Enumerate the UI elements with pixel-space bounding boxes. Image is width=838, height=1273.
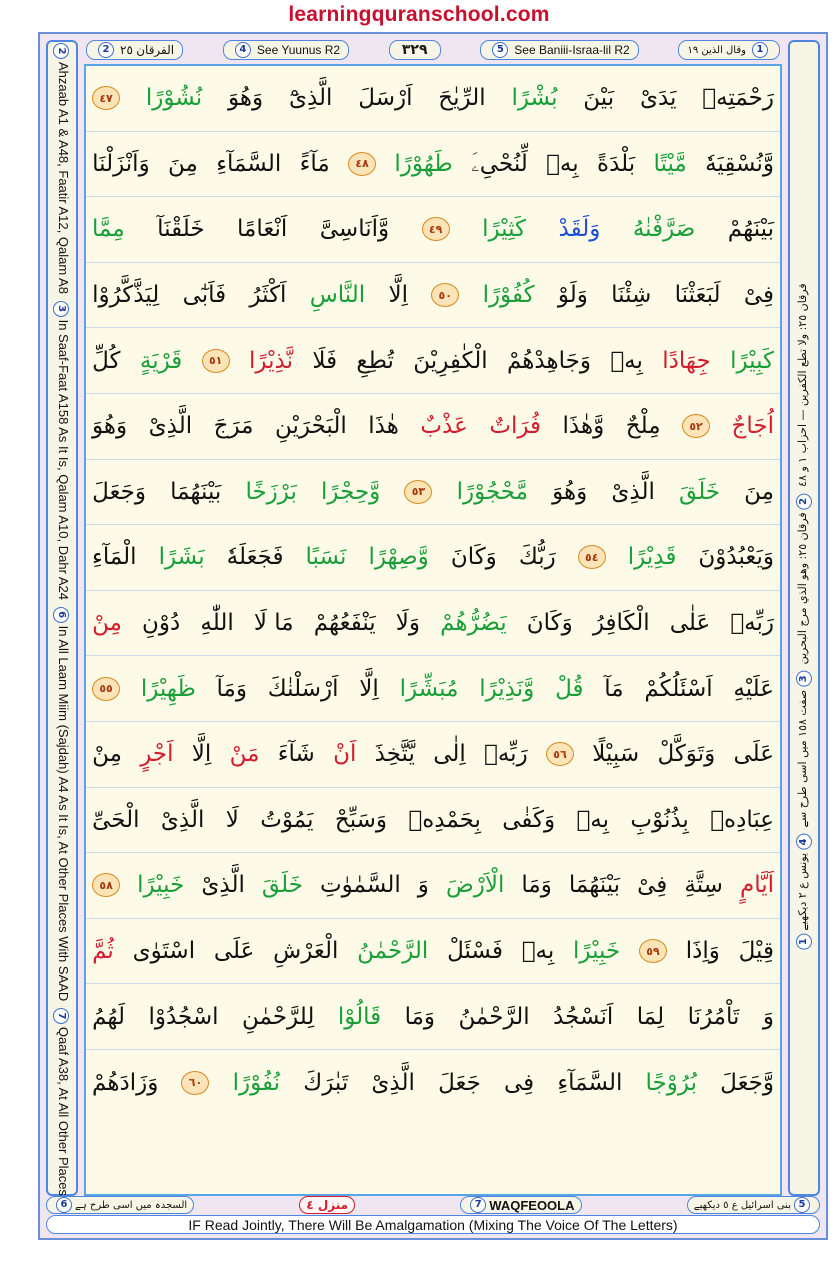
note-number-badge: 6 bbox=[53, 607, 69, 623]
quran-word: بَرْزَخًا bbox=[245, 478, 297, 505]
quran-word: بَيْنَهُمَا bbox=[170, 478, 222, 505]
quran-word: فِىْ bbox=[743, 282, 774, 309]
quran-word: بِهٖ bbox=[576, 806, 610, 833]
see-reference-left bbox=[223, 40, 349, 60]
ayah-number-marker: ٤٨ bbox=[348, 152, 376, 176]
quran-word: مَّحْجُوْرًا bbox=[456, 478, 528, 505]
quran-word: وَّهٰذَا bbox=[562, 413, 605, 440]
ayah-number-marker: ٤٧ bbox=[92, 86, 120, 110]
note-number-badge: 2 bbox=[53, 43, 69, 59]
quran-word: يَنْفَعُهُمْ bbox=[313, 610, 376, 637]
quran-word: وَّنُسْقِيَهٗ bbox=[705, 150, 774, 177]
quran-word: الَّذِىْ bbox=[201, 872, 245, 899]
note-number-badge: 4 bbox=[235, 42, 251, 58]
quran-word: نَّذِيْرًا bbox=[249, 347, 293, 374]
right-note-text: فرقان ٢٥: وهو الذي مرج البحرين bbox=[796, 512, 809, 665]
footer-ref-text: بنی اسرائیل ع ٥ دیکھیے bbox=[693, 1199, 791, 1211]
quran-word: مُبَشِّرًا bbox=[399, 675, 459, 702]
note-number-badge: 5 bbox=[794, 1197, 810, 1213]
see-reference-text: See Baniii-Israa-lil R2 bbox=[514, 43, 630, 57]
quran-word: عَلَى bbox=[213, 938, 255, 965]
quran-word: فَلَا bbox=[312, 347, 338, 374]
quran-line bbox=[86, 1050, 780, 1116]
quran-word: الْعَرْشِ bbox=[273, 938, 339, 965]
quran-word: لَبَعَثْنَا bbox=[674, 282, 721, 309]
quran-word: كَبِيْرًا bbox=[730, 347, 774, 374]
quran-word: الَّذِىْ bbox=[160, 806, 205, 833]
quran-word: وَسَبِّحْ bbox=[334, 806, 388, 833]
quran-word: اَنْعَامًا bbox=[237, 216, 288, 243]
quran-word: وَّصِهْرًا bbox=[368, 544, 429, 571]
quran-word: بَيْنَ bbox=[583, 85, 615, 112]
left-note-text: In Saaf-Faat A158 As It Is, Qalam A10, Dahr A24 bbox=[56, 319, 71, 600]
quran-line bbox=[86, 591, 780, 657]
quran-word: مَا لَا bbox=[253, 610, 294, 637]
quran-word: وَلَوْ bbox=[557, 282, 588, 309]
ayah-number-marker: ٦٠ bbox=[181, 1071, 209, 1095]
quran-word: مَنْ bbox=[229, 741, 260, 768]
quran-word: رَحْمَتِهٖ bbox=[702, 85, 774, 112]
quran-word: وَيَعْبُدُوْنَ bbox=[698, 544, 774, 571]
quran-word: السَّمَآءِ bbox=[216, 150, 282, 177]
quran-word: قُلْ bbox=[555, 675, 584, 702]
quran-word: مِنَ bbox=[168, 150, 198, 177]
quran-word: تَاْمُرُنَا bbox=[687, 1003, 740, 1030]
quran-word: قِيْلَ bbox=[738, 938, 774, 965]
ayah-number-marker: ٥٢ bbox=[682, 414, 710, 438]
quran-word: وَلَقَدْ bbox=[558, 216, 601, 243]
quran-word: الرَّحْمٰنُ bbox=[458, 1003, 530, 1030]
quran-word: عَلَيْهِ bbox=[733, 675, 774, 702]
quran-word: يَضُرُّهُمْ bbox=[440, 610, 507, 637]
quran-word: وَمَآ bbox=[216, 675, 247, 702]
quran-word: اَنْ bbox=[333, 741, 357, 768]
quran-word: هٰذَا bbox=[368, 413, 399, 440]
quran-word: بُشْرًا bbox=[511, 85, 558, 112]
quran-word: اِلَّا bbox=[388, 282, 408, 309]
quran-word: مَآءً bbox=[299, 150, 330, 177]
quran-word: اَرْسَلَ bbox=[358, 85, 413, 112]
quran-word: بِحَمْدِهٖ bbox=[408, 806, 481, 833]
page-header bbox=[86, 40, 780, 60]
quran-word: ظَهِيْرًا bbox=[140, 675, 196, 702]
quran-word: الْحَىِّ bbox=[92, 806, 140, 833]
quran-word: رَبِّهٖ bbox=[484, 741, 528, 768]
quran-word: بِهٖ bbox=[521, 938, 555, 965]
quran-word: دُوْنِ bbox=[142, 610, 181, 637]
quran-word: سِتَّةِ bbox=[684, 872, 723, 899]
quran-line bbox=[86, 853, 780, 919]
quran-word: قَدِيْرًا bbox=[627, 544, 677, 571]
quran-word: فَسْئَلْ bbox=[447, 938, 503, 965]
quran-word: رَبِّهٖ bbox=[730, 610, 774, 637]
note-number-badge: 2 bbox=[796, 493, 812, 509]
quran-word: مِنْ bbox=[92, 741, 122, 768]
ayah-number-marker: ٥٤ bbox=[578, 545, 606, 569]
quran-word: اسْجُدُوْا bbox=[148, 1003, 219, 1030]
left-note-text: Qaaf A38, At All Other Places bbox=[56, 1026, 71, 1197]
quran-line bbox=[86, 66, 780, 132]
right-notes-column bbox=[796, 283, 812, 952]
quran-word: اسْتَوٰى bbox=[132, 938, 196, 965]
surah-name: الفرقان ٢٥ bbox=[120, 43, 175, 57]
quran-word: مِنْ bbox=[92, 610, 122, 637]
note-number-badge: 5 bbox=[492, 42, 508, 58]
quran-word: الْبَحْرَيْنِ bbox=[274, 413, 347, 440]
quran-line bbox=[86, 460, 780, 526]
quran-word: جِهَادًا bbox=[662, 347, 711, 374]
quran-page bbox=[38, 32, 828, 1240]
quran-word: وَّنَذِيْرًا bbox=[479, 675, 535, 702]
see-reference-text: See Yuunus R2 bbox=[256, 43, 341, 57]
quran-word: يَدَىْ bbox=[639, 85, 677, 112]
quran-word: بِهٖ bbox=[610, 347, 643, 374]
left-notes-panel bbox=[46, 40, 78, 1196]
ayah-number-marker: ٤٩ bbox=[422, 217, 450, 241]
quran-word: فِىْ bbox=[637, 872, 668, 899]
quran-line bbox=[86, 919, 780, 985]
quran-line bbox=[86, 132, 780, 198]
quran-word: الرِّيٰحَ bbox=[438, 85, 486, 112]
quran-word: بَيْنَهُمْ bbox=[727, 216, 774, 243]
quran-word: اُجَاجٌ bbox=[731, 413, 774, 440]
quran-line bbox=[86, 394, 780, 460]
quran-word: اللّٰهِ bbox=[200, 610, 234, 637]
quran-word: وَكَانَ bbox=[450, 544, 497, 571]
quran-word: نَسَبًا bbox=[305, 544, 347, 571]
quran-word: اِلَّا bbox=[191, 741, 212, 768]
quran-word: وَكَفٰى bbox=[502, 806, 556, 833]
note-number-badge: 3 bbox=[796, 671, 812, 687]
quran-word: وَلَا bbox=[395, 610, 421, 637]
quran-word: وَاِذَا bbox=[685, 938, 720, 965]
quran-word: وَاَنْزَلْنَا bbox=[92, 150, 150, 177]
ayah-number-marker: ٥١ bbox=[202, 349, 230, 373]
quran-word: اَنَسْجُدُ bbox=[553, 1003, 614, 1030]
quran-word: اِلَّا bbox=[359, 675, 379, 702]
ayah-number-marker: ٥٠ bbox=[431, 283, 459, 307]
ayah-number-marker: ٥٩ bbox=[639, 939, 667, 963]
note-number-badge: 2 bbox=[98, 42, 114, 58]
quran-word: النَّاسِ bbox=[309, 282, 366, 309]
site-url-header[interactable]: learningquranschool.com bbox=[288, 3, 550, 26]
quran-word: بَشَرًا bbox=[158, 544, 205, 571]
ayah-number-marker: ٥٨ bbox=[92, 873, 120, 897]
quran-word: وَجَعَلَ bbox=[92, 478, 146, 505]
quran-word: وَمَا bbox=[404, 1003, 436, 1030]
ayah-number-marker: ٥٦ bbox=[546, 742, 574, 766]
juz-name: وقال الذين ١٩ bbox=[687, 44, 746, 56]
quran-word: خَبِيْرًا bbox=[137, 872, 185, 899]
quran-word: مَّيْتًا bbox=[653, 150, 687, 177]
quran-word: خَلَقْنَآ bbox=[157, 216, 205, 243]
quran-word: كُلِّ bbox=[92, 347, 121, 374]
quran-word: لِّنُحْیِۦَ bbox=[471, 150, 528, 177]
quran-word: خَبِيْرًا bbox=[573, 938, 621, 965]
page-footer-bar bbox=[46, 1196, 820, 1214]
left-notes-column bbox=[53, 40, 71, 1196]
quran-word: مِنَ bbox=[744, 478, 774, 505]
quran-word: نُفُوْرًا bbox=[232, 1069, 281, 1096]
quran-line bbox=[86, 263, 780, 329]
note-number-badge: 3 bbox=[53, 301, 69, 317]
quran-word: وَّاَنَاسِىَّ bbox=[319, 216, 390, 243]
quran-word: وَّحِجْرًا bbox=[321, 478, 381, 505]
note-number-badge: 1 bbox=[752, 42, 768, 58]
quran-word: وَمَا bbox=[521, 872, 552, 899]
quran-word: وَزَادَهُمْ bbox=[92, 1069, 159, 1096]
quran-word: وَّجَعَلَ bbox=[720, 1069, 774, 1096]
quran-word: بَيْنَهُمَا bbox=[568, 872, 621, 899]
quran-word: الْاَرْضَ bbox=[445, 872, 505, 899]
ayah-number-marker: ٥٥ bbox=[92, 677, 120, 701]
left-note-text: In All Laam Miim (Sajdah) A4 As It Is, At Other Places With SAAD bbox=[56, 625, 71, 1002]
quran-word: شِئْنَا bbox=[611, 282, 652, 309]
quran-word: مَرَجَ bbox=[213, 413, 254, 440]
quran-line bbox=[86, 525, 780, 591]
ayah-number-marker: ٥٣ bbox=[404, 480, 432, 504]
quran-word: اِلٰى bbox=[433, 741, 466, 768]
quran-word: مَآ bbox=[604, 675, 624, 702]
right-note-text: یونس ع ٢ دیکھیے bbox=[796, 852, 809, 931]
quran-word: الَّذِىْٓ bbox=[288, 85, 333, 112]
quran-word: وَهُوَ bbox=[228, 85, 264, 112]
quran-word: جَعَلَ bbox=[438, 1069, 481, 1096]
quran-word: لِلرَّحْمٰنِ bbox=[242, 1003, 315, 1030]
quran-line bbox=[86, 722, 780, 788]
left-note-text: Ahzaab A1 & A48, Faatir A12, Qalam A8 bbox=[56, 61, 71, 294]
quran-word: الْمَآءِ bbox=[92, 544, 137, 571]
quran-word: لِمَا bbox=[636, 1003, 665, 1030]
quran-word: ثُمَّ bbox=[92, 938, 114, 965]
quran-line bbox=[86, 197, 780, 263]
note-number-badge: 7 bbox=[53, 1008, 69, 1024]
quran-text-area bbox=[84, 64, 782, 1196]
quran-word: نُشُوْرًا bbox=[145, 85, 203, 112]
quran-word: بُرُوْجًا bbox=[645, 1069, 697, 1096]
quran-word: قَالُوْا bbox=[337, 1003, 382, 1030]
quran-word: يَمُوْتُ bbox=[260, 806, 314, 833]
quran-word: السَّمٰوٰتِ bbox=[319, 872, 401, 899]
quran-word: عَلٰى bbox=[669, 610, 711, 637]
quran-word: صَرَّفْنٰهُ bbox=[632, 216, 696, 243]
manzil-label: منزل ٤ bbox=[299, 1196, 355, 1214]
note-number-badge: 1 bbox=[796, 934, 812, 950]
quran-line bbox=[86, 984, 780, 1050]
footer-ref-right bbox=[687, 1196, 820, 1214]
quran-word: كَثِيْرًا bbox=[482, 216, 527, 243]
quran-word: الَّذِىْ bbox=[371, 1069, 415, 1096]
quran-word: اَسْئَلُكُمْ bbox=[644, 675, 713, 702]
quran-word: السَّمَآءِ bbox=[557, 1069, 623, 1096]
quran-word: خَلَقَ bbox=[261, 872, 303, 899]
right-note-text: صفت ١٥٨ میں اسی طرح سے bbox=[796, 689, 809, 828]
note-number-badge: 4 bbox=[796, 834, 812, 850]
quran-word: وَ bbox=[417, 872, 429, 899]
quran-word: مِلْحٌ bbox=[625, 413, 661, 440]
quran-line bbox=[86, 788, 780, 854]
quran-line bbox=[86, 328, 780, 394]
quran-word: سَبِيْلًا bbox=[592, 741, 640, 768]
quran-word: قَرْيَةٍ bbox=[139, 347, 183, 374]
quran-word: اَكْثَرُ bbox=[249, 282, 287, 309]
quran-word: اَيَّامٍ bbox=[739, 872, 774, 899]
quran-word: الَّذِىْ bbox=[611, 478, 655, 505]
quran-word: الْكٰفِرِيْنَ bbox=[413, 347, 488, 374]
quran-word: فَجَعَلَهٗ bbox=[226, 544, 284, 571]
note-number-badge: 7 bbox=[470, 1197, 486, 1213]
right-notes-panel bbox=[788, 40, 820, 1196]
footer-ref-left bbox=[46, 1196, 194, 1214]
footer-ref-text: السجدہ میں اسی طرح ہے bbox=[75, 1199, 188, 1211]
quran-word: فِى bbox=[503, 1069, 535, 1096]
quran-word: بَلْدَةً bbox=[597, 150, 636, 177]
quran-word: الْكَافِرُ bbox=[592, 610, 650, 637]
page-number: ٣٢٩ bbox=[389, 40, 441, 60]
quran-word: وَكَانَ bbox=[526, 610, 573, 637]
quran-word: لَا bbox=[225, 806, 239, 833]
quran-word: وَجَاهِدْهُمْ bbox=[507, 347, 591, 374]
quran-word: تُطِعِ bbox=[356, 347, 394, 374]
quran-word: لِيَذَّكَّرُوْا bbox=[92, 282, 160, 309]
quran-word: فَاَبٰٓى bbox=[182, 282, 227, 309]
quran-word: وَهُوَ bbox=[92, 413, 128, 440]
quran-word: الرَّحْمٰنُ bbox=[357, 938, 429, 965]
quran-word: بِهٖ bbox=[546, 150, 579, 177]
quran-word: بِذُنُوْبِ bbox=[630, 806, 689, 833]
right-note-text: فرقان ٢٥: ولا تطع الكفرين — احزاب ١ و ٤٨ bbox=[796, 283, 809, 487]
corner-ref-right bbox=[678, 40, 780, 60]
quran-word: عِبَادِهٖ bbox=[710, 806, 774, 833]
quran-word: وَتَوَكَّلْ bbox=[657, 741, 716, 768]
quran-word: مِمَّا bbox=[92, 216, 125, 243]
footer-note: IF Read Jointly, There Will Be Amalgamation (Mixing The Voice Of The Letters) bbox=[46, 1215, 820, 1234]
quran-word: شَآءَ bbox=[277, 741, 315, 768]
quran-word: اَجْرٍ bbox=[140, 741, 174, 768]
see-reference-right bbox=[480, 40, 638, 60]
quran-word: طَهُوْرًا bbox=[394, 150, 453, 177]
quran-word: عَذْبٌ bbox=[420, 413, 468, 440]
quran-word: عَلَى bbox=[733, 741, 774, 768]
quran-line bbox=[86, 656, 780, 722]
quran-word: كُفُوْرًا bbox=[482, 282, 535, 309]
quran-word: وَهُوَ bbox=[552, 478, 588, 505]
quran-word: فُرَاتٌ bbox=[489, 413, 542, 440]
waqf-text: WAQFEOOLA bbox=[489, 1197, 575, 1213]
quran-word: وَ bbox=[762, 1003, 774, 1030]
quran-word: رَبُّكَ bbox=[518, 544, 556, 571]
quran-word: اَرْسَلْنٰكَ bbox=[267, 675, 339, 702]
note-number-badge: 6 bbox=[56, 1197, 72, 1213]
quran-word: تَبٰرَكَ bbox=[303, 1069, 349, 1096]
quran-word: لَهُمُ bbox=[92, 1003, 125, 1030]
corner-ref-left bbox=[86, 40, 183, 60]
quran-word: خَلَقَ bbox=[679, 478, 721, 505]
quran-word: يَّتَّخِذَ bbox=[374, 741, 415, 768]
waqf-label bbox=[460, 1196, 581, 1214]
quran-word: الَّذِىْ bbox=[148, 413, 193, 440]
